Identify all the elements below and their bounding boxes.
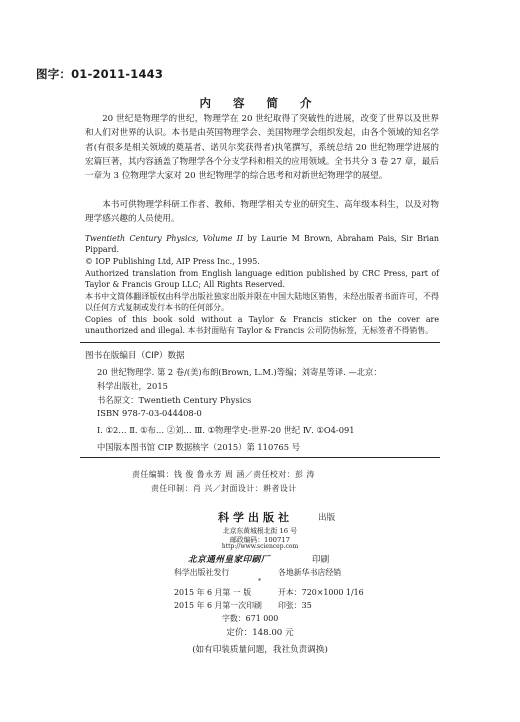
copyright-line: © IOP Publishing Ltd, AIP Press Inc., 1995. <box>85 257 260 266</box>
divider-bottom <box>80 457 440 458</box>
editorial-credits: 责任编辑：钱 俊 鲁永芳 周 涵／责任校对：彭 涛 <box>132 470 315 479</box>
price: 定价：148.00 元 <box>226 628 294 638</box>
cip-heading: 图书在版编目（CIP）数据 <box>85 351 185 361</box>
sticker-notice: Copies of this book sold without a Taylor & Francis sticker on the cover are unauthorized and illegal. 本书封面贴有 Taylor & Francis 公司防伪标签，无标签者不得销售。 <box>85 315 439 336</box>
separator-mark: * <box>258 578 261 585</box>
summary-title: 内 容 简 介 <box>199 96 321 110</box>
registration-number: 图字：01-2011-1443 <box>36 67 164 81</box>
chinese-rights-statement: 本书中文简体翻译版权由科学出版社独家出版并限在中国大陆地区销售，未经出版者书面许可，不得以任何方式复制或发行本书的任何部分。 <box>85 292 439 313</box>
sheet-count: 印张：35 <box>278 601 312 610</box>
edition-info: 2015 年 6 月第 一 版 <box>174 588 252 597</box>
word-count: 字数：671 000 <box>222 614 279 623</box>
production-credits: 责任印制：肖 兴／封面设计：耕者设计 <box>151 484 297 493</box>
publisher-address: 北京东黄城根北街 16 号 <box>222 527 298 535</box>
postal-code: 邮政编码：100717 <box>230 536 290 544</box>
cip-line: 书名原文：Twentieth Century Physics <box>97 395 252 405</box>
printer-name: 北京通州皇家印刷厂 <box>188 555 270 565</box>
summary-paragraph-2: 本书可供物理学科研工作者、教师、物理学相关专业的研究生、高年级本科生，以及对物理学感兴趣的人员使用。 <box>85 200 439 225</box>
english-title: Twentieth Century Physics, Volume II <box>85 234 243 243</box>
english-edition-line <box>85 233 439 255</box>
publisher-logo-text: 科学出版社 <box>218 511 293 524</box>
cip-line: ISBN 978-7-03-044408-0 <box>97 408 202 418</box>
cip-line: 中国版本图书馆 CIP 数据核字（2015）第 110765 号 <box>97 442 300 452</box>
distribution-note: 各地新华书店经销 <box>278 568 342 577</box>
publisher-suffix: 出版 <box>318 513 336 523</box>
authorized-translation: Authorized translation from English language edition published by CRC Press, part of Taylor & Francis Group LLC; All Rights Reserved. <box>85 269 439 290</box>
english-authors: by Laurie M Brown, Abraham Pais, Sir Brian Pippard. <box>85 234 439 255</box>
publisher-website: http://www.sciencep.com <box>221 543 299 550</box>
distributor: 科学出版社发行 <box>174 568 230 577</box>
divider-top <box>80 342 440 343</box>
summary-paragraph-1: 20 世纪是物理学的世纪，物理学在 20 世纪取得了突破性的进展，改变了世界以及世界和人们对世界的认识。本书是由英国物理学会、美国物理学会组织发起，由各个领域的知名学者(有很多是相关领域的奠基者、诺贝尔奖获得者)执笔撰写，系统总结 20 世纪物理学进展的宏篇巨著，其内容涵盖了物理学各个分支学科和相关的应用领域。全书共分 3 卷 27 章，最后一章为 3 位物理学大家对 20 世纪物理学的综合思考和对新世纪物理学的展望。 <box>85 114 439 182</box>
format-info: 开本：720×1000 1/16 <box>278 588 364 597</box>
quality-note: (如有印装质量问题，我社负责调换) <box>192 645 328 655</box>
printing-info: 2015 年 6 月第一次印刷 <box>174 601 262 610</box>
printer-suffix: 印刷 <box>312 555 330 565</box>
cip-line: Ⅰ. ①2… Ⅱ. ①布… ②刘… Ⅲ. ①物理学史-世界-20 世纪 Ⅳ. ①O4-091 <box>97 425 355 435</box>
cip-line: 科学出版社，2015 <box>97 381 168 391</box>
cip-line: 20 世纪物理学. 第 2 卷/(美)布朗(Brown, L.M.)等编；刘寄星等译. —北京： <box>97 367 382 377</box>
